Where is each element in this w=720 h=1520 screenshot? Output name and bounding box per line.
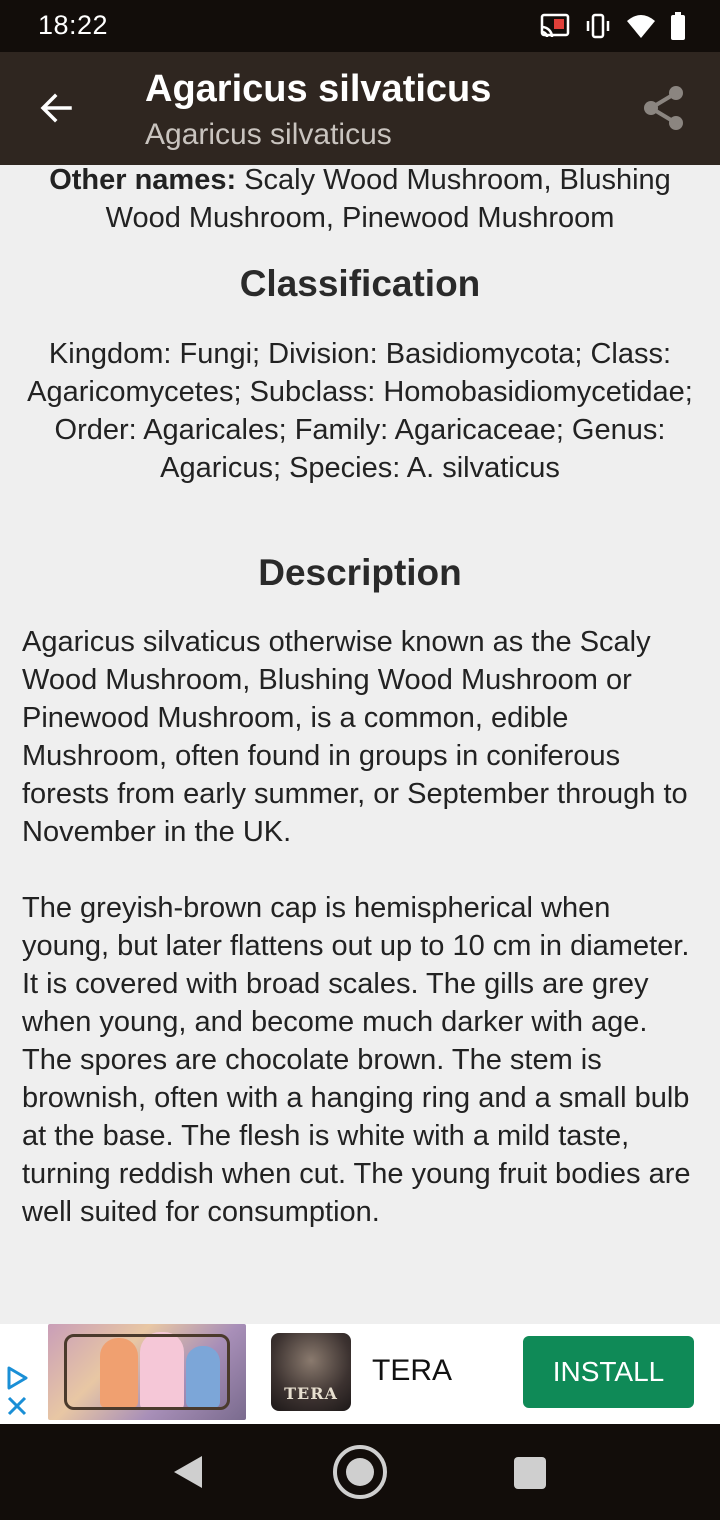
other-names-value: Scaly Wood Mushroom, Blushing Wood Mushroom, Pinewood Mushroom: [105, 165, 671, 234]
ad-app-name[interactable]: TERA: [372, 1354, 453, 1387]
description-text: [22, 623, 702, 1269]
app-bar: [0, 52, 720, 165]
nav-recents-icon[interactable]: [514, 1457, 546, 1489]
ad-choices-icon[interactable]: [4, 1364, 30, 1420]
cast-icon: [540, 13, 570, 39]
navigation-bar: [0, 1424, 720, 1520]
other-names-label: Other names:: [49, 165, 237, 196]
share-button[interactable]: [632, 76, 696, 140]
ad-banner[interactable]: [0, 1324, 720, 1424]
other-names: [22, 165, 698, 237]
page-title: Agaricus silvaticus: [145, 68, 492, 110]
back-button[interactable]: [24, 76, 88, 140]
ad-image[interactable]: [48, 1324, 246, 1420]
nav-home-icon[interactable]: [332, 1444, 388, 1500]
mushroom-detail-content[interactable]: [0, 165, 720, 1322]
description-paragraph: The greyish-brown cap is hemispherical when young, but later flattens out up to 10 cm in diameter. It is covered with broad scales. The gills are grey when young, and become much darker with age. The spores are chocolate brown. The stem is brownish, often with a hanging ring and a small bulb at the base. The flesh is white with a mild taste, turning reddish when cut. The young fruit bodies are well suited for consumption.: [22, 892, 691, 1228]
arrow-left-icon: [38, 90, 74, 126]
wifi-icon: [626, 13, 656, 39]
share-icon: [639, 83, 689, 133]
battery-icon: [670, 12, 686, 40]
description-heading: Description: [258, 552, 462, 593]
nav-back-icon[interactable]: [172, 1454, 204, 1490]
status-icons: [540, 12, 686, 40]
classification-text: Kingdom: Fungi; Division: Basidiomycota; Class: Agaricomycetes; Subclass: Homobasidiomycetidae; Order: Agaricales; Family: Agaricaceae; Genus: Agaricus; Species: A. silvaticus: [27, 338, 693, 484]
classification-heading: Classification: [239, 263, 481, 304]
status-bar: [0, 0, 720, 52]
status-time: 18:22: [38, 10, 109, 40]
page-subtitle: Agaricus silvaticus: [145, 118, 392, 151]
install-button[interactable]: INSTALL: [523, 1336, 694, 1408]
ad-app-icon-text: TERA: [284, 1384, 338, 1403]
description-paragraph: Agaricus silvaticus otherwise known as the Scaly Wood Mushroom, Blushing Wood Mushroom or Pinewood Mushroom, is a common, edible Mushroom, often found in groups in coniferous forests from early summer, or September through to November in the UK.: [22, 626, 688, 848]
vibrate-icon: [584, 13, 612, 39]
ad-app-icon[interactable]: [271, 1333, 351, 1411]
